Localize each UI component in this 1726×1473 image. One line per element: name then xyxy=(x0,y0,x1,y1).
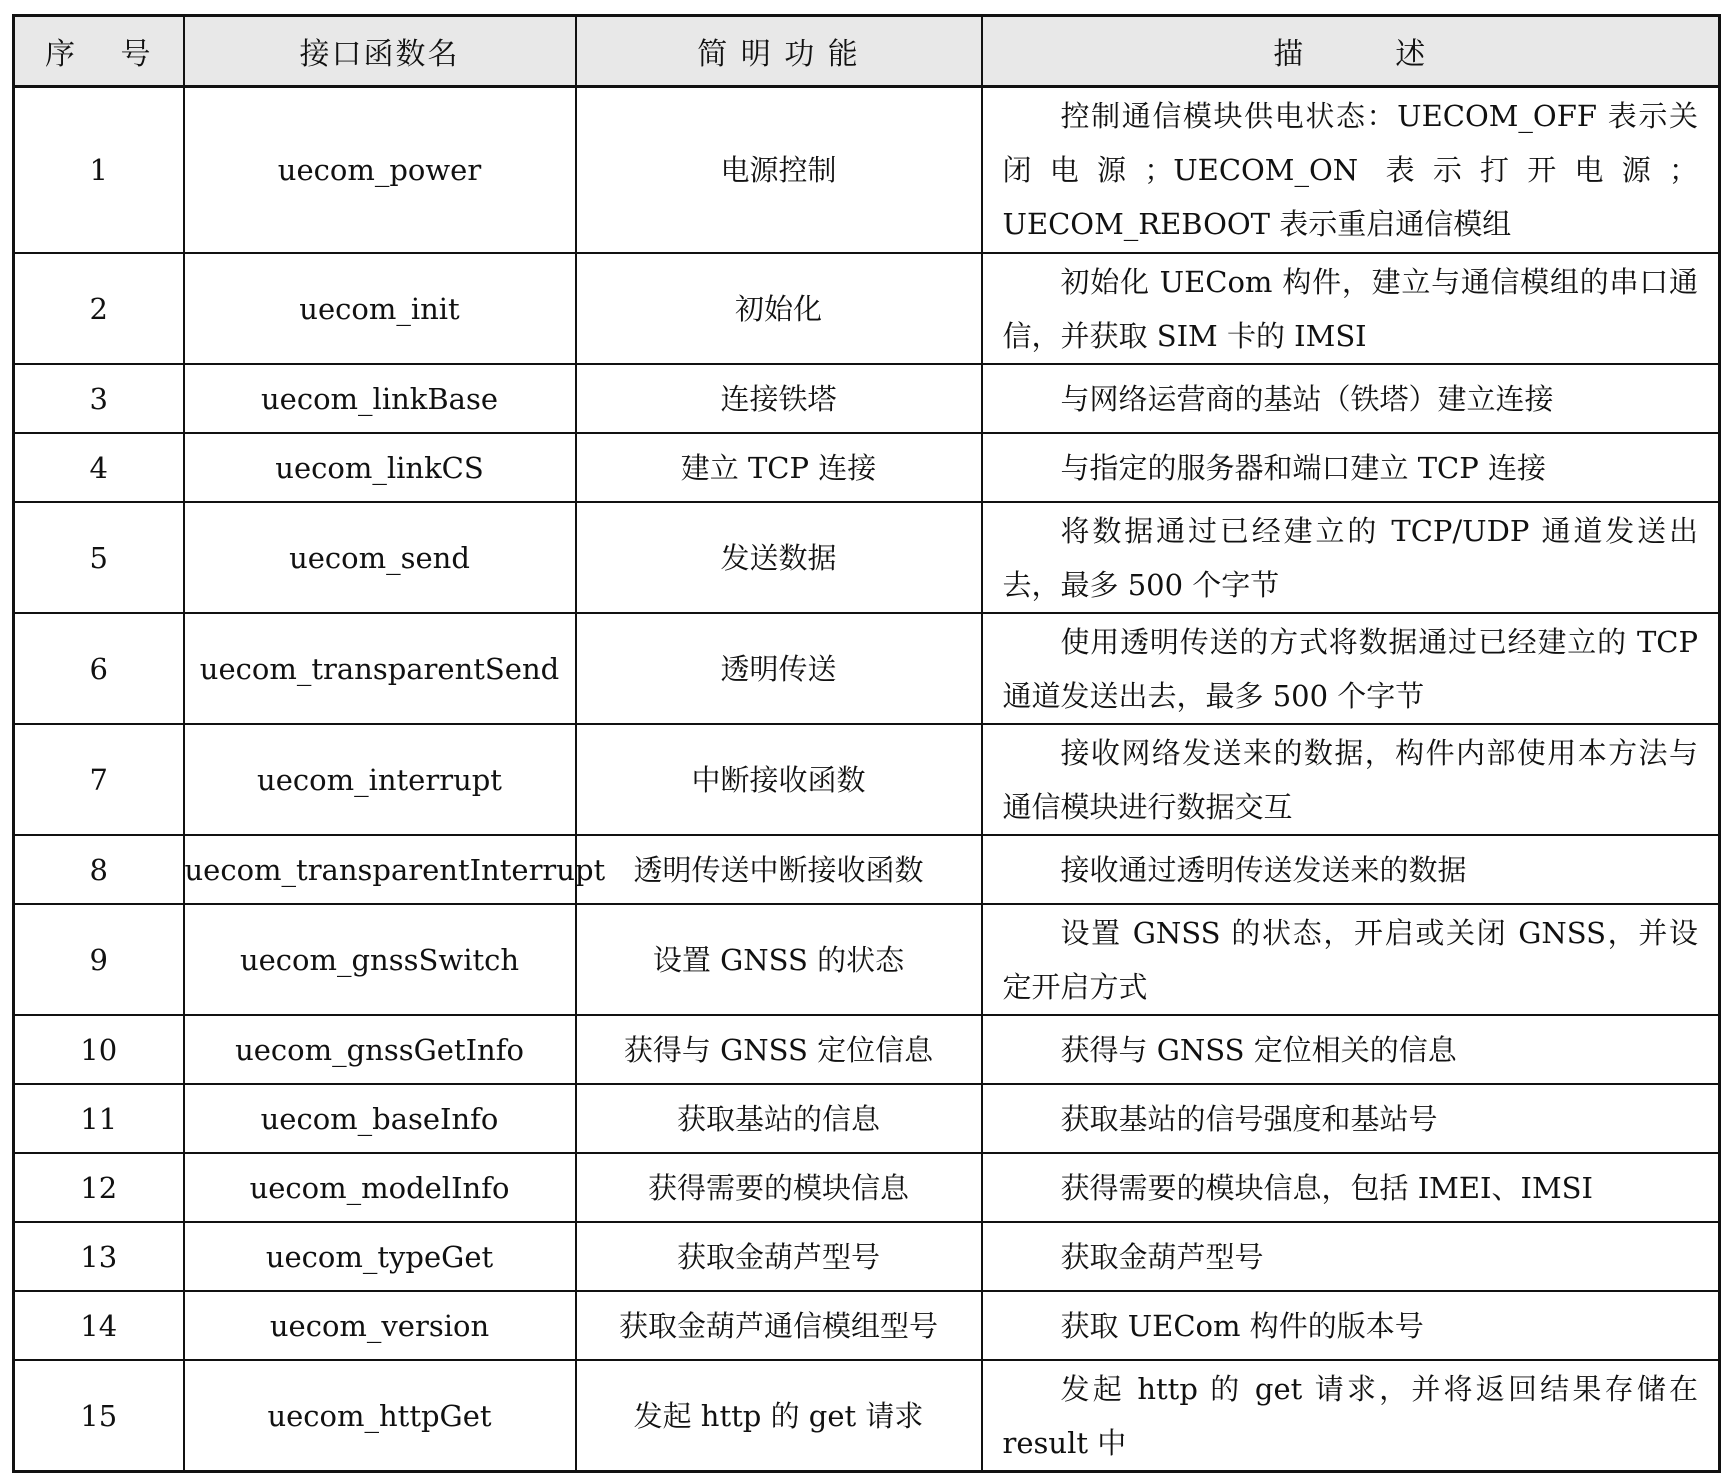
row-brief-function: 电源控制 xyxy=(576,87,982,254)
header-row xyxy=(14,16,1720,87)
row-brief-function: 获取基站的信息 xyxy=(576,1084,982,1153)
row-number: 13 xyxy=(14,1222,184,1291)
row-number: 4 xyxy=(14,433,184,502)
table-row xyxy=(14,1222,1720,1291)
table-row xyxy=(14,904,1720,1015)
row-function-name: uecom_linkBase xyxy=(184,364,576,433)
table-row xyxy=(14,1291,1720,1360)
table-row xyxy=(14,253,1720,364)
row-brief-function: 发起 http 的 get 请求 xyxy=(576,1360,982,1472)
header-number-char-1: 序 xyxy=(45,37,77,72)
row-number: 9 xyxy=(14,904,184,1015)
row-description: 发起 http 的 get 请求，并将返回结果存储在 result 中 xyxy=(982,1360,1720,1472)
row-brief-function: 透明传送中断接收函数 xyxy=(576,835,982,904)
row-brief-function: 获取金葫芦通信模组型号 xyxy=(576,1291,982,1360)
row-brief-function: 发送数据 xyxy=(576,502,982,613)
interface-table-container xyxy=(12,14,1718,1473)
row-brief-function: 获得与 GNSS 定位信息 xyxy=(576,1015,982,1084)
table-row xyxy=(14,502,1720,613)
row-description: 接收网络发送来的数据，构件内部使用本方法与通信模块进行数据交互 xyxy=(982,724,1720,835)
header-description xyxy=(982,16,1720,87)
header-description-char-1: 描 xyxy=(1273,37,1306,72)
table-row xyxy=(14,1360,1720,1472)
row-number: 11 xyxy=(14,1084,184,1153)
row-description: 初始化 UECom 构件，建立与通信模组的串口通信，并获取 SIM 卡的 IMSI xyxy=(982,253,1720,364)
table-row xyxy=(14,433,1720,502)
row-number: 5 xyxy=(14,502,184,613)
row-brief-function: 中断接收函数 xyxy=(576,724,982,835)
table-header xyxy=(14,16,1720,87)
row-function-name: uecom_transparentInterrupt xyxy=(184,835,576,904)
row-function-name: uecom_init xyxy=(184,253,576,364)
row-number: 10 xyxy=(14,1015,184,1084)
row-function-name: uecom_modelInfo xyxy=(184,1153,576,1222)
row-brief-function: 获得需要的模块信息 xyxy=(576,1153,982,1222)
row-function-name: uecom_send xyxy=(184,502,576,613)
row-function-name: uecom_gnssGetInfo xyxy=(184,1015,576,1084)
row-description: 获取基站的信号强度和基站号 xyxy=(982,1084,1720,1153)
table-row xyxy=(14,724,1720,835)
header-description-char-2: 述 xyxy=(1395,37,1428,72)
interface-function-table xyxy=(12,14,1721,1473)
table-row xyxy=(14,613,1720,724)
table-body xyxy=(14,87,1720,1472)
row-function-name: uecom_baseInfo xyxy=(184,1084,576,1153)
row-description: 使用透明传送的方式将数据通过已经建立的 TCP 通道发送出去，最多 500 个字节 xyxy=(982,613,1720,724)
row-description: 与网络运营商的基站（铁塔）建立连接 xyxy=(982,364,1720,433)
table-row xyxy=(14,835,1720,904)
row-description: 获得与 GNSS 定位相关的信息 xyxy=(982,1015,1720,1084)
row-function-name: uecom_version xyxy=(184,1291,576,1360)
table-row xyxy=(14,1084,1720,1153)
row-function-name: uecom_linkCS xyxy=(184,433,576,502)
row-number: 15 xyxy=(14,1360,184,1472)
row-description: 获得需要的模块信息，包括 IMEI、IMSI xyxy=(982,1153,1720,1222)
table-row xyxy=(14,87,1720,254)
row-brief-function: 连接铁塔 xyxy=(576,364,982,433)
table-row xyxy=(14,364,1720,433)
row-number: 7 xyxy=(14,724,184,835)
row-function-name: uecom_transparentSend xyxy=(184,613,576,724)
table-row xyxy=(14,1153,1720,1222)
header-number xyxy=(14,16,184,87)
row-description: 获取金葫芦型号 xyxy=(982,1222,1720,1291)
table-row xyxy=(14,1015,1720,1084)
row-description: 接收通过透明传送发送来的数据 xyxy=(982,835,1720,904)
row-brief-function: 获取金葫芦型号 xyxy=(576,1222,982,1291)
row-description: 将数据通过已经建立的 TCP/UDP 通道发送出去，最多 500 个字节 xyxy=(982,502,1720,613)
header-function-name: 接口函数名 xyxy=(184,16,576,87)
row-function-name: uecom_gnssSwitch xyxy=(184,904,576,1015)
row-number: 2 xyxy=(14,253,184,364)
row-brief-function: 设置 GNSS 的状态 xyxy=(576,904,982,1015)
row-description: 设置 GNSS 的状态，开启或关闭 GNSS，并设定开启方式 xyxy=(982,904,1720,1015)
row-brief-function: 初始化 xyxy=(576,253,982,364)
row-number: 12 xyxy=(14,1153,184,1222)
header-number-char-2: 号 xyxy=(120,37,153,72)
header-brief-function: 简 明 功 能 xyxy=(576,16,982,87)
row-description: 与指定的服务器和端口建立 TCP 连接 xyxy=(982,433,1720,502)
row-number: 6 xyxy=(14,613,184,724)
row-description: 控制通信模块供电状态：UECOM_OFF 表示关闭电源；UECOM_ON 表示打开电源；UECOM_REBOOT 表示重启通信模组 xyxy=(982,87,1720,254)
row-number: 8 xyxy=(14,835,184,904)
row-number: 3 xyxy=(14,364,184,433)
row-brief-function: 建立 TCP 连接 xyxy=(576,433,982,502)
row-function-name: uecom_httpGet xyxy=(184,1360,576,1472)
row-function-name: uecom_typeGet xyxy=(184,1222,576,1291)
row-function-name: uecom_interrupt xyxy=(184,724,576,835)
row-number: 1 xyxy=(14,87,184,254)
row-description: 获取 UECom 构件的版本号 xyxy=(982,1291,1720,1360)
row-number: 14 xyxy=(14,1291,184,1360)
row-function-name: uecom_power xyxy=(184,87,576,254)
row-brief-function: 透明传送 xyxy=(576,613,982,724)
